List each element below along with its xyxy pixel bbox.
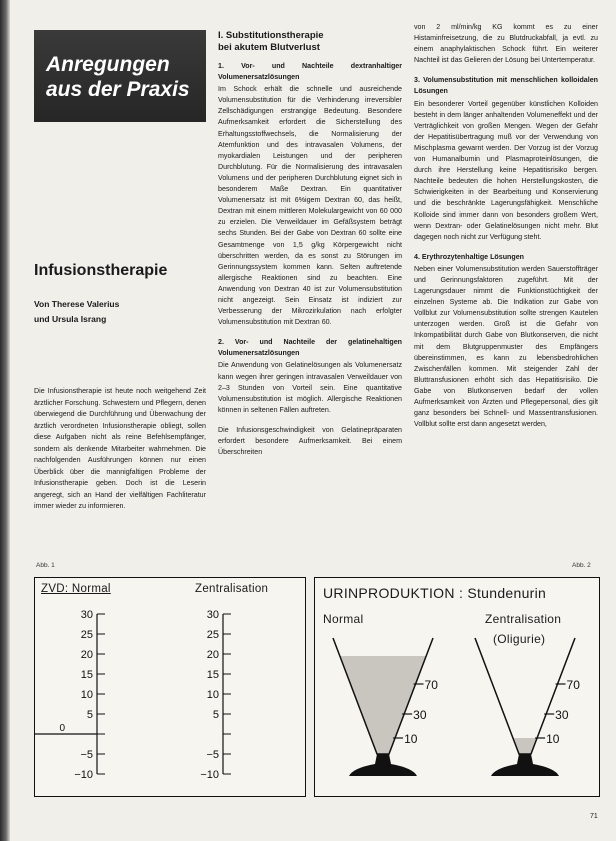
urine-cylinders: [315, 578, 599, 796]
figure2-label: Abb. 2: [572, 562, 591, 569]
zvd-tick-label-zentralisation: 25: [206, 629, 219, 641]
subheading-erythrocytes: 4. Erythrozytenhaltige Lösungen: [414, 252, 524, 261]
glass-outline-oligurie: [475, 638, 575, 754]
urine-title: URINPRODUKTION : Stundenurin: [323, 585, 547, 601]
zvd-tick-label-zentralisation: 5: [212, 709, 219, 721]
zvd-scales: [35, 578, 305, 796]
banner-title-line1: Anregungen: [46, 53, 170, 76]
author-line-1: Von Therese Valerius: [34, 299, 120, 309]
intro-paragraph: Die Infusionstherapie ist heute noch weitgehend Zeit ärztlicher Forschung. Schwestern und Pflegern, denen überwiegend die Durchführung und Überwachung der ärztlich verordneten Infusionstherapie obliegt, sollen diese Aufgaben nicht als reine Befehlsempfänger, sondern als denkende Mitarbeiter wahrnehmen. Die nachfolgenden Ausführungen können nur einen Überblick über die mannigfaltigen Probleme der Infusionstherapie geben. Doch ist die Leserin angeregt, sich an Hand der vielfältigen Fachliteratur immer wieder zu informieren.: [34, 387, 206, 510]
chapter-heading-line2: bei akutem Blutverlust: [218, 42, 320, 53]
zvd-tick-label-zentralisation: 10: [206, 689, 219, 701]
text-column-middle: [218, 30, 402, 458]
zvd-tick-label-normal: 25: [80, 629, 93, 641]
urine-label-oligurie: (Oligurie): [493, 632, 546, 646]
zvd-title-normal: ZVD: Normal: [41, 583, 111, 595]
zvd-tick-label-zentralisation: 30: [206, 609, 219, 621]
subheading-dextran: 1. Vor- und Nachteile dextranhaltiger Volumenersatzlösungen: [218, 62, 402, 82]
zvd-zero-label: 0: [59, 723, 65, 734]
paragraph-colloids: Ein besonderer Vorteil gegenüber künstlichen Kolloiden besteht in dem länger anhaltenden Volumeneffekt und der Verträglichkeit von großen Mengen. Wegen der Gefahr der Hepatitisübertragung muß vor der Verwendung von Mischplasma gewarnt werden. Der Vorzug ist der Vorzug von Humanalbumin und Plasmaproteinlösungen, die durch ihre Herstellung keine Hepatitisrisiko bergen. Nachteile bedeuten die hohen Herstellungskosten, die Schwierigkeiten in der Bearbeitung und Konservierung und die beschränkte Lagerungsfähigkeit. Menschliche Kolloide sind immer dann von besonders großem Wert, wenn Dextran- oder Gelatinelösungen nicht mehr. Blut dagegen noch nicht zur Verfügung steht.: [414, 99, 598, 241]
zvd-tick-label-normal: −10: [74, 769, 93, 781]
urine-label-normal: Normal: [323, 612, 364, 626]
page-number: 71: [590, 813, 598, 820]
paragraph-erythrocytes: Neben einer Volumensubstitution werden Sauerstoffträger und Gerinnungsfaktoren zugeführt. Mit der Lagerungsdauer nimmt die Funktionstüchtigkeit der einzelnen Systeme ab. Die Indikation zur Gabe von Vollblut zur Volumensubstitution sollte strengen Kautelen unterzogen werden. Groß ist die Gefahr von Inkompatibilität durch Gabe von Blutkonserven, die nicht mit dem Blutgruppenmuster des Empfängers übereinstimmen, es kann zu lebensbedrohlichen Zwischenfällen kommen. Mit steigender Zahl der Bluttransfusionen erhöht sich das Hepatitisrisiko. Die Gabe von Blutkonserven bedarf der vollen Aufmerksamkeit von Ärzten und Pflegepersonal, dies gilt ganz besonders bei Schnell- und Massentransfusionen. Vollblut sollte erst dann angesetzt werden,: [414, 264, 598, 429]
paragraph-dextran: Im Schock erhält die schnelle und ausreichende Volumensubstitution für die Verhinderung irreversibler Zellschädigungen erstrangige Bedeutung. Besondere Aufmerksamkeit erfordert die Sicherstellung des Erhaltungsstoffwechsels, die Normalisierung der Atemfunktion und des intravasalen Volumens, der myokardialen Leistungen und der peripheren Durchblutung. Für die Normalisierung des intravasalen Volumens und der peripheren Durchblutung eignet sich in besonderem Maße Dextran. Ein quantitativer Volumenersatz ist mit 6%igem Dextran 60, das heißt, Dextran mit einem mittleren Molekulargewicht von 60 000 zu erzielen. Die Verweildauer im Gefäßsystem beträgt sechs Stunden. Bei der Gabe von Dextran 60 sollte eine Gesamtmenge von 1,5 g/kg Körpergewicht nicht überschritten werden, da es sonst zu Störungen im Gerinnungssystem kommen kann. Selten auftretende allergische Reaktionen sind zu beachten. Eine Anwendung von Dextran 40 ist zur Volumensubstitution nicht angezeigt. Sein Einsatz ist indiziert zur Verbesserung der Mikrozirkulation nach erfolgter Volumensubstitution mit Dextran 60.: [218, 85, 402, 327]
subheading-colloids: 3. Volumensubstitution mit menschlichen kolloidalen Lösungen: [414, 76, 598, 96]
zvd-tick-label-normal: 15: [80, 669, 93, 681]
measuring-glass-oligurie: [475, 638, 580, 776]
zvd-tick-label-normal: 5: [86, 709, 93, 721]
chapter-heading-line1: I. Substitutionstherapie: [218, 30, 324, 41]
zvd-tick-label-zentralisation: −5: [206, 749, 219, 761]
glass-mark-label-normal: 30: [413, 708, 427, 722]
glass-mark-label-oligurie: 70: [566, 678, 580, 692]
glass-mark-label-normal: 70: [424, 678, 438, 692]
figure1-label: Abb. 1: [36, 562, 55, 569]
measuring-glass-normal: [333, 638, 438, 776]
zvd-tick-label-normal: −5: [80, 749, 93, 761]
glass-mark-label-oligurie: 10: [546, 732, 560, 746]
paragraph-gelatine-speed: Die Infusionsgeschwindigkeit von Gelatinepräparaten erfordert besondere Aufmerksamkeit. Bei einem Überschreiten: [218, 425, 402, 457]
subheading-gelatine: 2. Vor- und Nachteile der gelatinehaltigen Volumenersatzlösungen: [218, 338, 402, 358]
zvd-tick-label-normal: 20: [80, 649, 93, 661]
glass-foot-oligurie: [491, 754, 559, 776]
banner-title: [46, 52, 190, 102]
article-authors: [34, 297, 119, 327]
article-title: Infusionstherapie: [34, 262, 168, 279]
urine-label-zentralisation: Zentralisation: [485, 612, 562, 626]
glass-mark-label-oligurie: 30: [555, 708, 569, 722]
figure-urine: [314, 577, 600, 797]
page-gutter-shadow: [0, 0, 10, 841]
author-line-2: und Ursula Israng: [34, 314, 107, 324]
banner-title-line2: aus der Praxis: [46, 78, 190, 101]
zvd-title-zentralisation: Zentralisation: [195, 583, 269, 595]
glass-mark-label-normal: 10: [404, 732, 418, 746]
text-column-right: [414, 22, 598, 430]
section-banner: [34, 30, 206, 122]
zvd-tick-label-zentralisation: −10: [200, 769, 219, 781]
paragraph-gelatine: Die Anwendung von Gelatinelösungen als Volumenersatz kann wegen ihrer geringen intravasalen Verweildauer von 2–3 Stunden von Vorteil sein. Eine quantitative Volumensubstitution ist möglich. Allergische Reaktionen können in seltenen Fällen auftreten.: [218, 361, 402, 414]
zvd-tick-label-zentralisation: 15: [206, 669, 219, 681]
paragraph-histamine: von 2 ml/min/kg KG kommt es zu einer Histaminfreisetzung, die zu Blutdruckabfall, ja evtl. zu einem anaphylaktischen Schock führt. Ein weiterer Nachteil ist das Gelieren der Lösung bei Untertemperatur.: [414, 23, 598, 65]
zvd-tick-label-normal: 10: [80, 689, 93, 701]
chapter-heading: [218, 30, 402, 54]
zvd-tick-label-zentralisation: 20: [206, 649, 219, 661]
zvd-tick-label-normal: 30: [80, 609, 93, 621]
figure-zvd: [34, 577, 306, 797]
glass-foot-normal: [349, 754, 417, 776]
